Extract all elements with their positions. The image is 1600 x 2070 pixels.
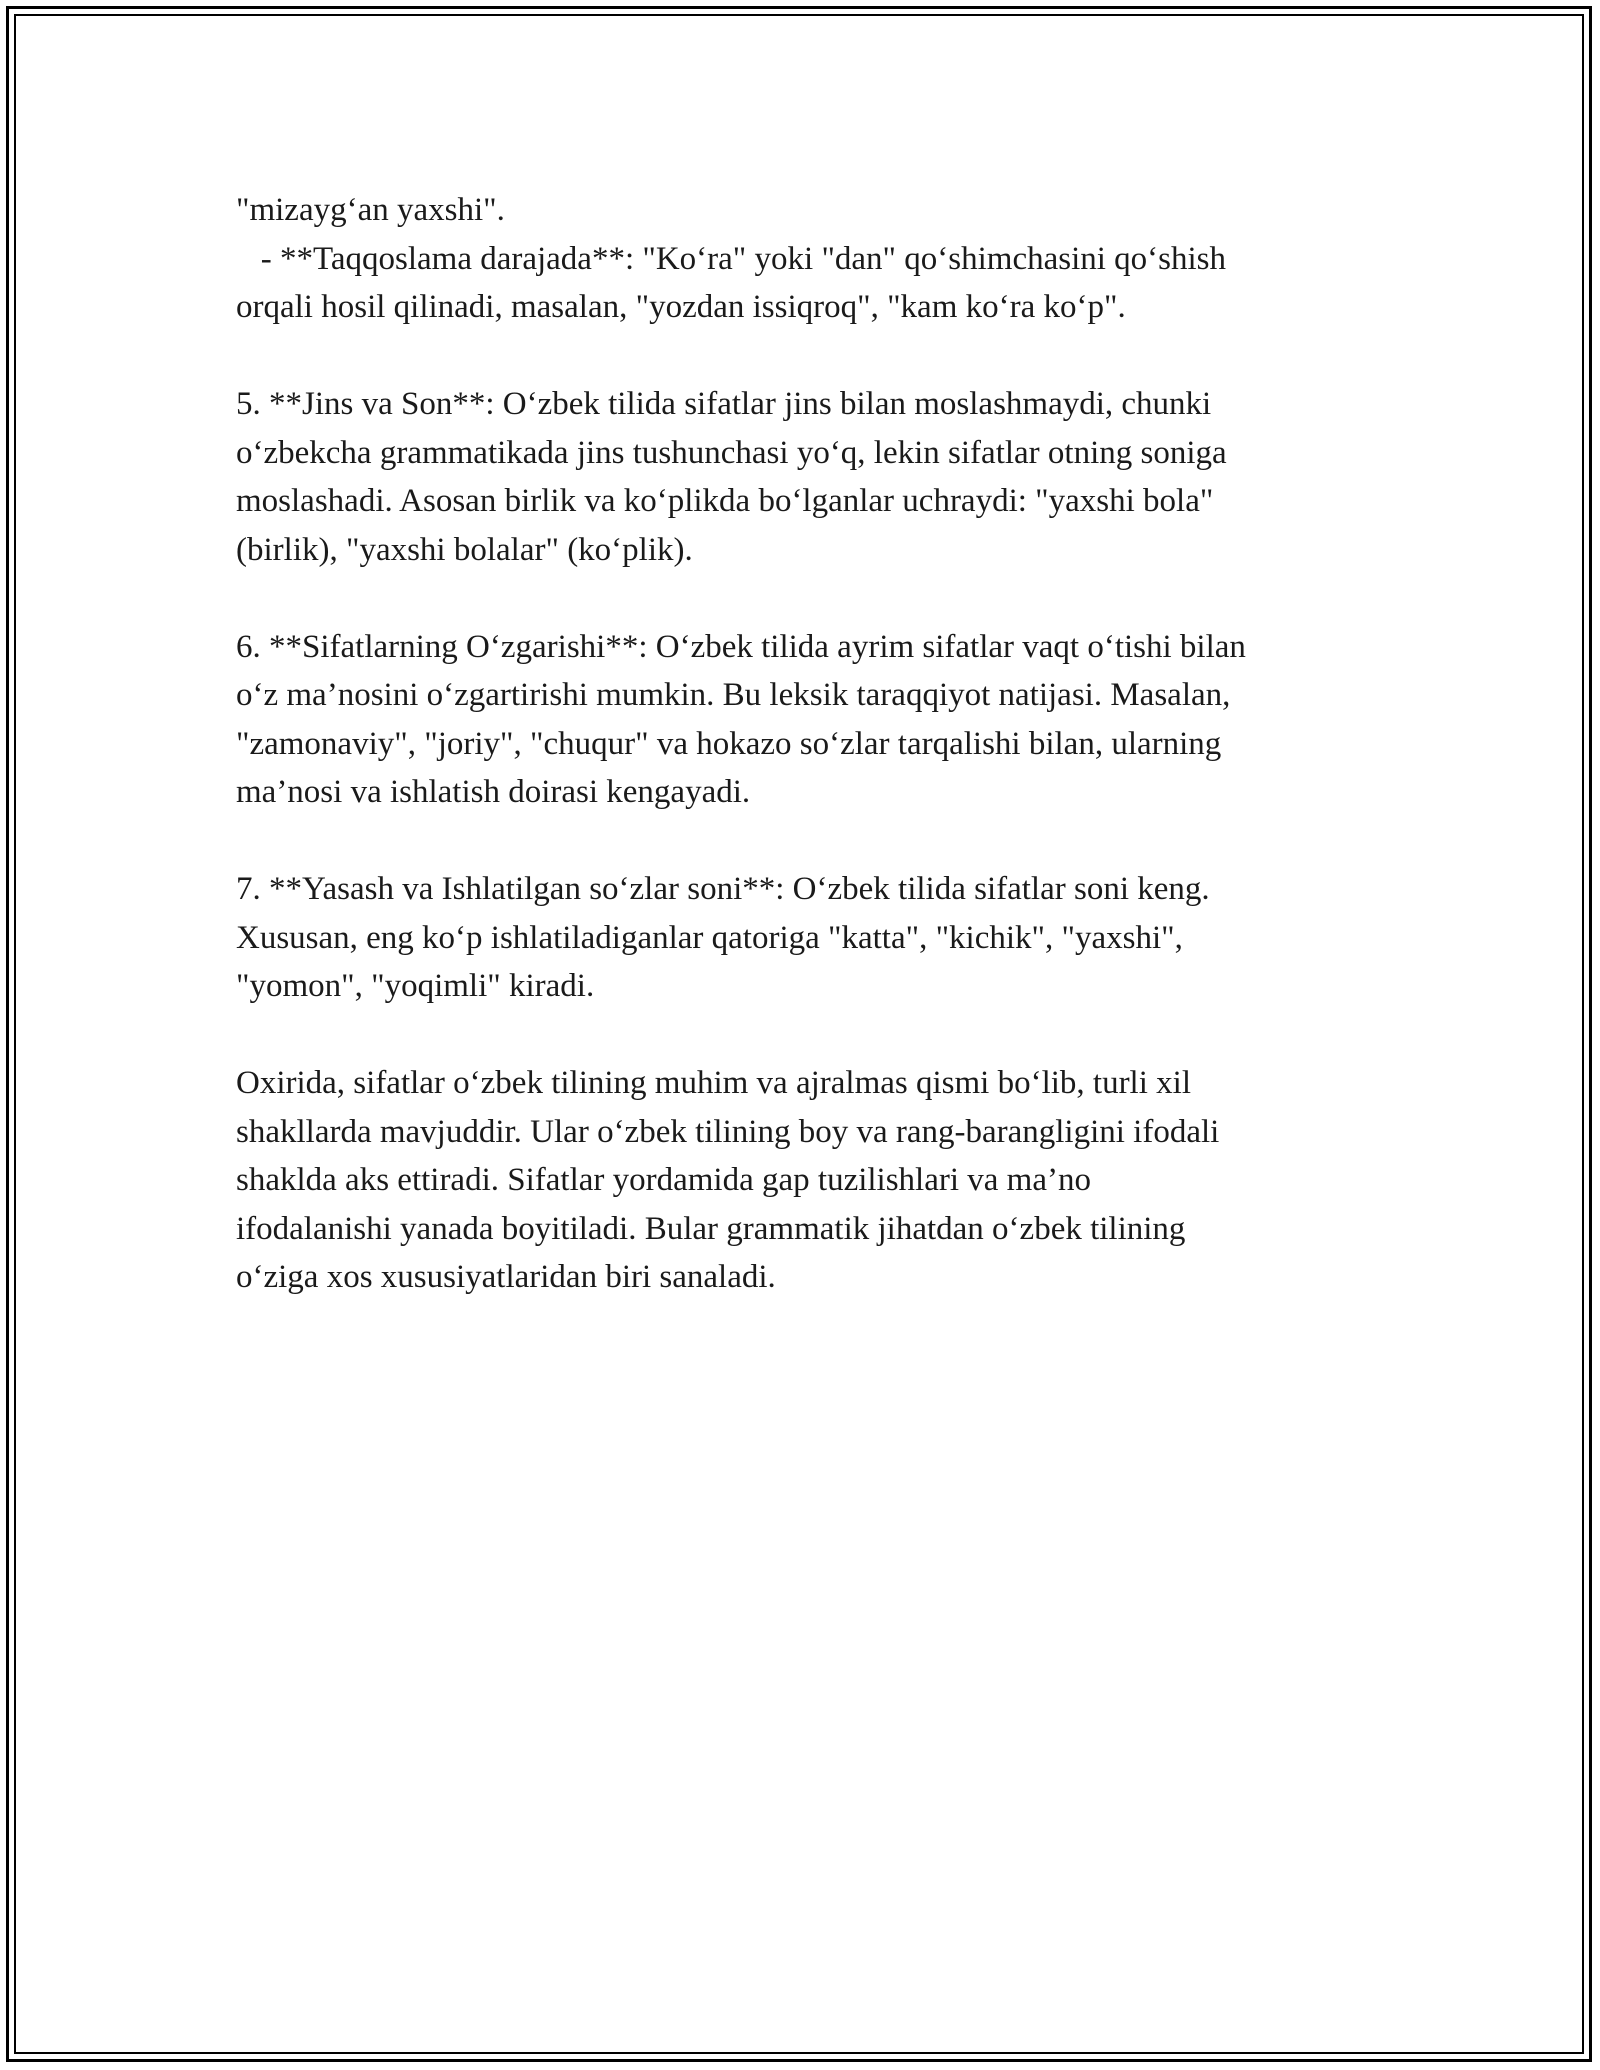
text-line: "mizayg‘an yaxshi".: [236, 192, 505, 228]
paragraph-spacer: [236, 1011, 1376, 1060]
text-line: shaklda aks ettiradi. Sifatlar yordamida gap tuzilishlari va ma’no: [236, 1162, 1091, 1198]
text-line: o‘ziga xos xususiyatlaridan biri sanaladi.: [236, 1259, 776, 1295]
text-line: Xususan, eng ko‘p ishlatiladiganlar qatoriga "katta", "kichik", "yaxshi",: [236, 919, 1183, 956]
paragraph-point-5: [236, 380, 1376, 574]
paragraph-conclusion: [236, 1059, 1376, 1302]
text-line: 7. **Yasash va Ishlatilgan so‘zlar soni**: O‘zbek tilida sifatlar soni keng.: [236, 871, 1210, 907]
text-line: 5. **Jins va Son**: O‘zbek tilida sifatlar jins bilan moslashmaydi, chunki: [236, 386, 1212, 422]
text-line: - **Taqqoslama darajada**: "Ko‘ra" yoki "dan" qo‘shimchasini qo‘shish: [236, 240, 1227, 277]
paragraph-spacer: [236, 817, 1376, 866]
text-line: orqali hosil qilinadi, masalan, "yozdan issiqroq", "kam ko‘ra ko‘p".: [236, 289, 1126, 325]
text-line: (birlik), "yaxshi bolalar" (ko‘plik).: [236, 531, 693, 568]
document-body: [236, 186, 1376, 1302]
text-line: ma’nosi va ishlatish doirasi kengayadi.: [236, 774, 751, 810]
text-line: o‘z ma’nosini o‘zgartirishi mumkin. Bu leksik taraqqiyot natijasi. Masalan,: [236, 677, 1231, 713]
text-line: "yomon", "yoqimli" kiradi.: [236, 968, 595, 1004]
paragraph-spacer: [236, 574, 1376, 623]
text-line: Oxirida, sifatlar o‘zbek tilining muhim va ajralmas qismi bo‘lib, turli xil: [236, 1065, 1191, 1101]
text-line: shakllarda mavjuddir. Ular o‘zbek tilining boy va rang-barangligini ifodali: [236, 1113, 1220, 1150]
paragraph-point-7: [236, 865, 1376, 1011]
paragraph-spacer: [236, 332, 1376, 381]
text-line: "zamonaviy", "joriy", "chuqur" va hokazo so‘zlar tarqalishi bilan, ularning: [236, 725, 1222, 762]
text-line: 6. **Sifatlarning O‘zgarishi**: O‘zbek tilida ayrim sifatlar vaqt o‘tishi bilan: [236, 628, 1246, 665]
text-line: ifodalanishi yanada boyitiladi. Bular grammatik jihatdan o‘zbek tilining: [236, 1210, 1186, 1247]
paragraph-continuation: [236, 186, 1376, 332]
text-line: moslashadi. Asosan birlik va ko‘plikda bo‘lganlar uchraydi: "yaxshi bola": [236, 483, 1214, 519]
text-line: o‘zbekcha grammatikada jins tushunchasi yo‘q, lekin sifatlar otning soniga: [236, 434, 1227, 471]
paragraph-point-6: [236, 623, 1376, 817]
